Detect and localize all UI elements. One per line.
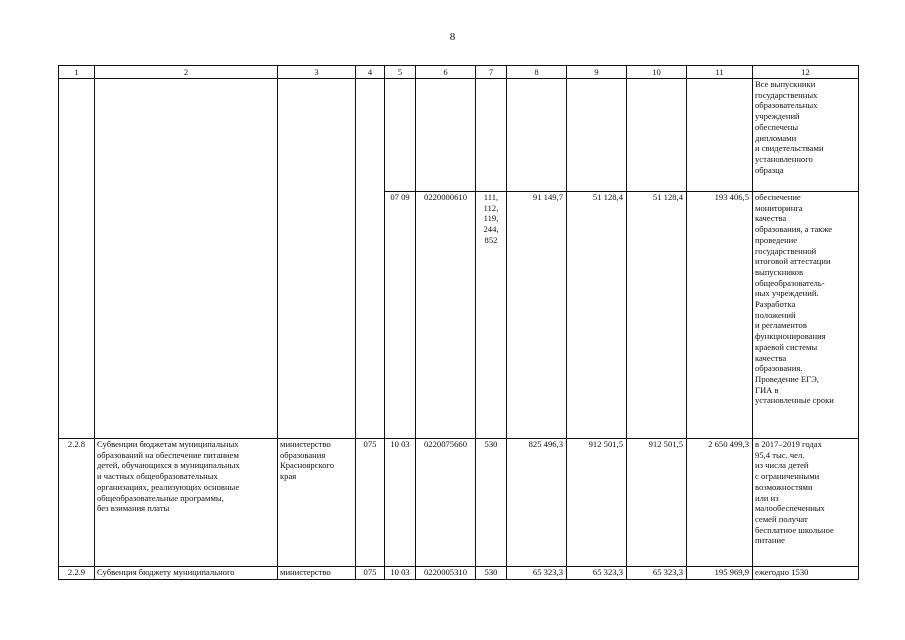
administrator-cell: министерство образования Красноярского края: [278, 439, 356, 567]
administrator-cell: [278, 79, 356, 439]
header-col-4: 4: [356, 66, 385, 79]
expense-type-cell: [476, 79, 507, 192]
row-number-cell: [59, 79, 95, 439]
amount-2017-cell: 91 149,7: [507, 192, 567, 439]
activity-name-cell: [95, 79, 278, 439]
program-activities-table: [58, 65, 859, 580]
expected-result-cell: Все выпускники государственных образовательных учреждений обеспечены дипломами и свидетельствами установленного образца: [753, 79, 859, 192]
expected-result-cell: в 2017–2019 годах 95,4 тыс. чел. из числа детей с ограниченными возможностями или из малообеспеченных семей получат бесплатное школьное питание: [753, 439, 859, 567]
target-article-cell: 0220005310: [416, 567, 476, 580]
header-col-2: 2: [95, 66, 278, 79]
amount-2019-cell: 51 128,4: [627, 192, 687, 439]
amount-2019-cell: 912 501,5: [627, 439, 687, 567]
expense-type-cell: 530: [476, 567, 507, 580]
header-col-6: 6: [416, 66, 476, 79]
target-article-cell: 0220000610: [416, 192, 476, 439]
header-row: [59, 66, 859, 79]
activity-name-cell: Субвенция бюджету муниципального: [95, 567, 278, 580]
amount-2018-cell: [567, 79, 627, 192]
target-article-cell: 0220075660: [416, 439, 476, 567]
amount-2018-cell: 65 323,3: [567, 567, 627, 580]
row-number-cell: 2.2.8: [59, 439, 95, 567]
header-col-7: 7: [476, 66, 507, 79]
section-code-cell: 07 09: [385, 192, 416, 439]
expense-type-cell: 530: [476, 439, 507, 567]
administrator-cell: министерство: [278, 567, 356, 580]
amount-2018-cell: 912 501,5: [567, 439, 627, 567]
amount-total-cell: 195 969,9: [687, 567, 753, 580]
header-col-1: 1: [59, 66, 95, 79]
amount-2017-cell: 65 323,3: [507, 567, 567, 580]
page-number: 8: [449, 31, 456, 43]
activity-name-cell: Субвенции бюджетам муниципальных образований на обеспечение питанием детей, обучающихся в муниципальных и частных общеобразовательных организациях, реализующих основные общеобразовательные программы, без взимания платы: [95, 439, 278, 567]
target-article-cell: [416, 79, 476, 192]
amount-total-cell: 193 406,5: [687, 192, 753, 439]
amount-2019-cell: [627, 79, 687, 192]
expected-result-cell: ежегодно 1530: [753, 567, 859, 580]
header-col-10: 10: [627, 66, 687, 79]
section-code-cell: 10 03: [385, 567, 416, 580]
header-col-9: 9: [567, 66, 627, 79]
expected-result-cell: обеспечение мониторинга качества образования, а также проведение государственной итоговой аттестации выпускников общеобразователь- ных учреждений. Разработка положений и регламентов функционирования краевой системы качества образования. Проведение ЕГЭ, ГИА в установленные сроки: [753, 192, 859, 439]
header-col-12: 12: [753, 66, 859, 79]
header-col-3: 3: [278, 66, 356, 79]
amount-2017-cell: 825 496,3: [507, 439, 567, 567]
table-row: [59, 79, 859, 192]
section-code-cell: [385, 79, 416, 192]
amount-total-cell: 2 650 499,3: [687, 439, 753, 567]
table-row: [59, 439, 859, 567]
table-row: [59, 567, 859, 580]
ministry-code-cell: [356, 79, 385, 439]
header-col-11: 11: [687, 66, 753, 79]
header-col-5: 5: [385, 66, 416, 79]
ministry-code-cell: 075: [356, 567, 385, 580]
section-code-cell: 10 03: [385, 439, 416, 567]
amount-2019-cell: 65 323,3: [627, 567, 687, 580]
amount-2017-cell: [507, 79, 567, 192]
header-col-8: 8: [507, 66, 567, 79]
row-number-cell: 2.2.9: [59, 567, 95, 580]
expense-type-cell: 111, 112, 119, 244, 852: [476, 192, 507, 439]
amount-total-cell: [687, 79, 753, 192]
amount-2018-cell: 51 128,4: [567, 192, 627, 439]
ministry-code-cell: 075: [356, 439, 385, 567]
